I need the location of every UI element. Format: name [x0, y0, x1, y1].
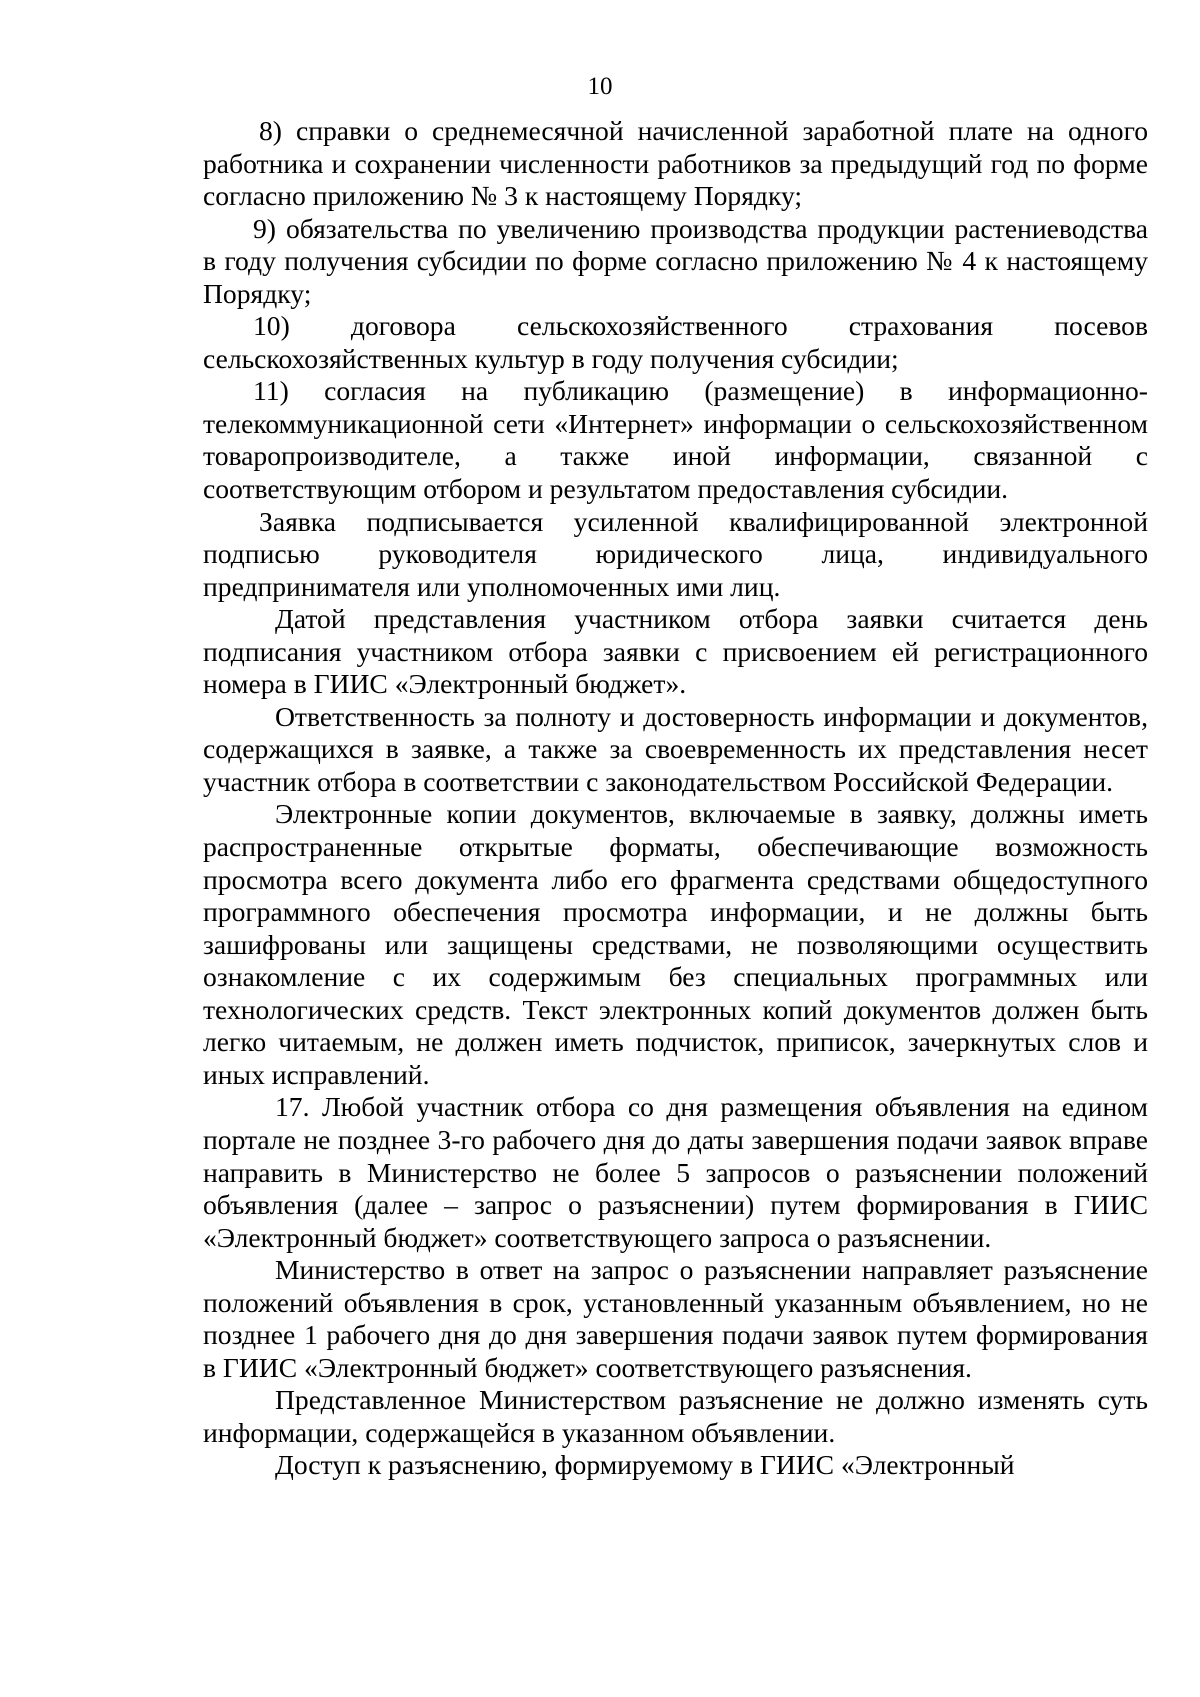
paragraph-item-11: 11) согласия на публикацию (размещение) в информационно-телекоммуникационной сети «Интернет» информации о сельскохозяйственном товаропроизводителе, а также иной информации, связанной с соответствующим отбором и результатом предоставления субсидии. — [203, 375, 1148, 505]
paragraph-clarification-content: Представленное Министерством разъяснение не должно изменять суть информации, содержащейся в указанном объявлении. — [203, 1384, 1148, 1448]
paragraph-item-8: 8) справки о среднемесячной начисленной заработной плате на одного работника и сохранении численности работников за предыдущий год по форме согласно приложению № 3 к настоящему Порядку; — [203, 115, 1148, 212]
paragraph-ministry-response: Министерство в ответ на запрос о разъяснении направляет разъяснение положений объявления в срок, установленный указанным объявлением, но не позднее 1 рабочего дня до дня завершения подачи заявок путем формирования в ГИИС «Электронный бюджет» соответствующего разъяснения. — [203, 1254, 1148, 1383]
paragraph-item-10: 10) договора сельскохозяйственного страхования посевов сельскохозяйственных культур в году получения субсидии; — [203, 310, 1148, 374]
paragraph-signature: Заявка подписывается усиленной квалифицированной электронной подписью руководителя юридического лица, индивидуального предпринимателя или уполномоченных ими лиц. — [203, 505, 1148, 602]
paragraph-section-17: 17. Любой участник отбора со дня размещения объявления на едином портале не позднее 3-го рабочего дня до даты завершения подачи заявок вправе направить в Министерство не более 5 запросов о разъяснении положений объявления (далее – запрос о разъяснении) путем формирования в ГИИС «Электронный бюджет» соответствующего запроса о разъяснении. — [203, 1091, 1148, 1253]
paragraph-responsibility: Ответственность за полноту и достоверность информации и документов, содержащихся в заявке, а также за своевременность их представления несет участник отбора в соответствии с законодательством Российской Федерации. — [203, 700, 1148, 797]
paragraph-electronic-copies: Электронные копии документов, включаемые в заявку, должны иметь распространенные открытые форматы, обеспечивающие возможность просмотра всего документа либо его фрагмента средствами общедоступного программного обеспечения просмотра информации, и не должны быть зашифрованы или защищены средствами, не позволяющими осуществить ознакомление с их содержимым без специальных программных или технологических средств. Текст электронных копий документов должен быть легко читаемым, не должен иметь подчисток, приписок, зачеркнутых слов и иных исправлений. — [203, 798, 1148, 1090]
paragraph-clarification-access: Доступ к разъяснению, формируемому в ГИИС «Электронный — [275, 1449, 1015, 1481]
paragraph-submission-date: Датой представления участником отбора заявки считается день подписания участником отбора заявки с присвоением ей регистрационного номера в ГИИС «Электронный бюджет». — [203, 603, 1148, 700]
document-body — [203, 115, 1148, 1482]
page-number: 10 — [587, 73, 613, 100]
paragraph-item-9: 9) обязательства по увеличению производства продукции растениеводства в году получения субсидии по форме согласно приложению № 4 к настоящему Порядку; — [203, 212, 1148, 309]
